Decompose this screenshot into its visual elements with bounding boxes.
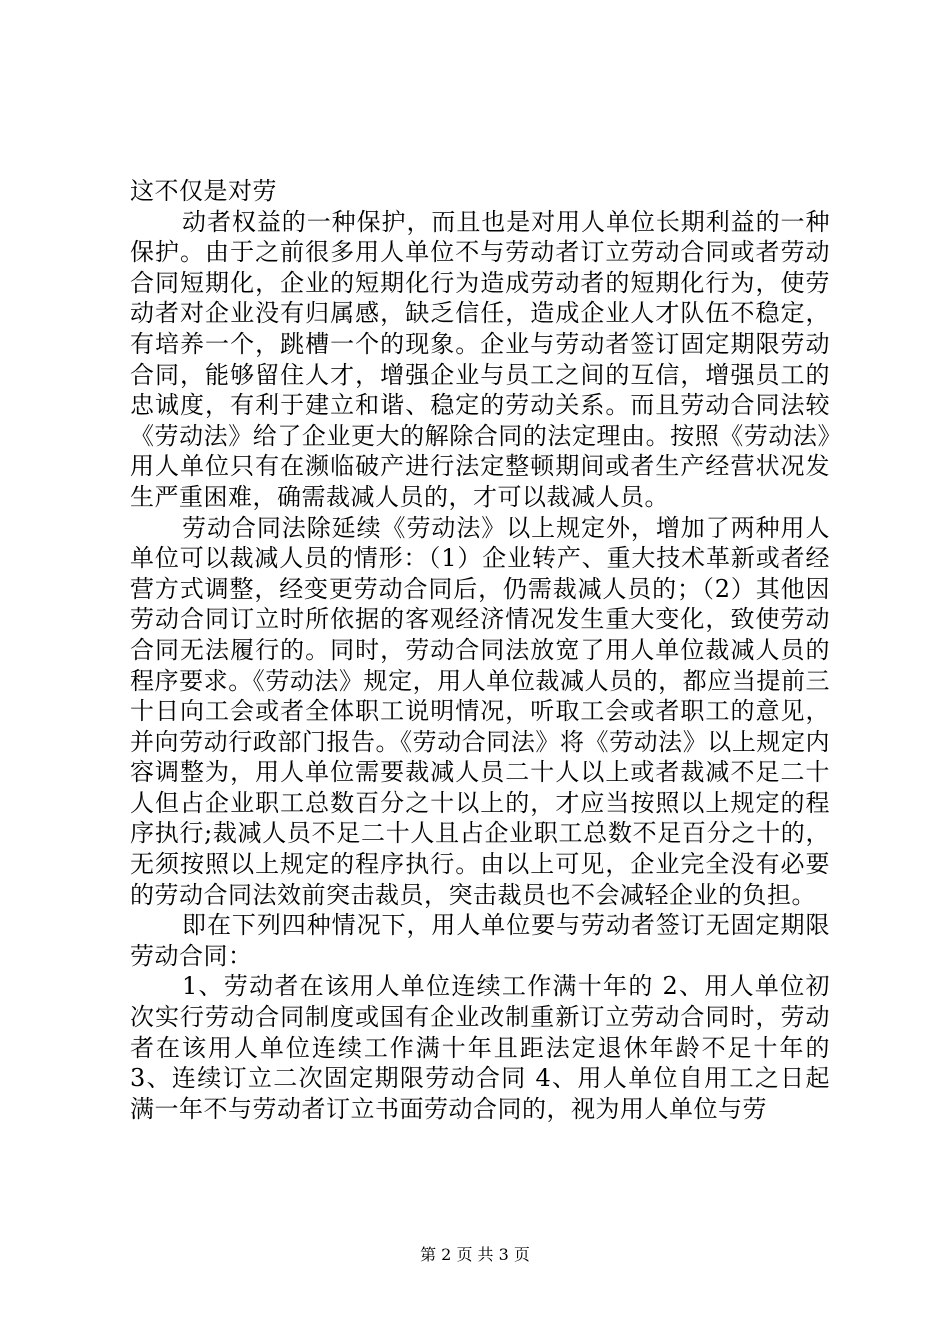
paragraph-protection: 动者权益的一种保护，而且也是对用人单位长期利益的一种保护。由于之前很多用人单位不与劳动者订立劳动合同或者劳动合同短期化，企业的短期化行为造成劳动者的短期化行为，使劳动者对企业没有归属感，缺乏信任，造成企业人才队伍不稳定，有培养一个，跳槽一个的现象。企业与劳动者签订固定期限劳动合同，能够留住人才，增强企业与员工之间的互信，增强员工的忠诚度，有利于建立和谐、稳定的劳动关系。而且劳动合同法较《劳动法》给了企业更大的解除合同的法定理由。按照《劳动法》用人单位只有在濒临破产进行法定整顿期间或者生产经营状况发生严重困难，确需裁减人员的，才可以裁减人员。 [130,207,830,511]
paragraph-layoff-rules: 劳动合同法除延续《劳动法》以上规定外，增加了两种用人单位可以裁减人员的情形：（1）企业转产、重大技术革新或者经营方式调整，经变更劳动合同后，仍需裁减人员的；（2）其他因劳动合同订立时所依据的客观经济情况发生重大变化，致使劳动合同无法履行的。同时，劳动合同法放宽了用人单位裁减人员的程序要求。《劳动法》规定，用人单位裁减人员的，都应当提前三十日向工会或者全体职工说明情况，听取工会或者职工的意见，并向劳动行政部门报告。《劳动合同法》将《劳动法》以上规定内容调整为，用人单位需要裁减人员二十人以上或者裁减不足二十人但占企业职工总数百分之十以上的，才应当按照以上规定的程序执行;裁减人员不足二十人且占企业职工总数不足百分之十的，无须按照以上规定的程序执行。由以上可见，企业完全没有必要的劳动合同法效前突击裁员，突击裁员也不会减轻企业的负担。 [130,513,830,909]
paragraph-open-ended-intro: 即在下列四种情况下，用人单位要与劳动者签订无固定期限劳动合同： [130,911,830,970]
document-body [130,176,830,1124]
paragraph-four-cases: 1、劳动者在该用人单位连续工作满十年的 2、用人单位初次实行劳动合同制度或国有企业改制重新订立劳动合同时，劳动者在该用人单位连续工作满十年且距法定退休年龄不足十年的 3、连续订立二次固定期限劳动合同 4、用人单位自用工之日起满一年不与劳动者订立书面劳动合同的，视为用人单位与劳 [130,972,830,1123]
page-number-footer: 第 2 页 共 3 页 [420,1245,530,1264]
paragraph-continuation: 这不仅是对劳 [130,177,277,205]
